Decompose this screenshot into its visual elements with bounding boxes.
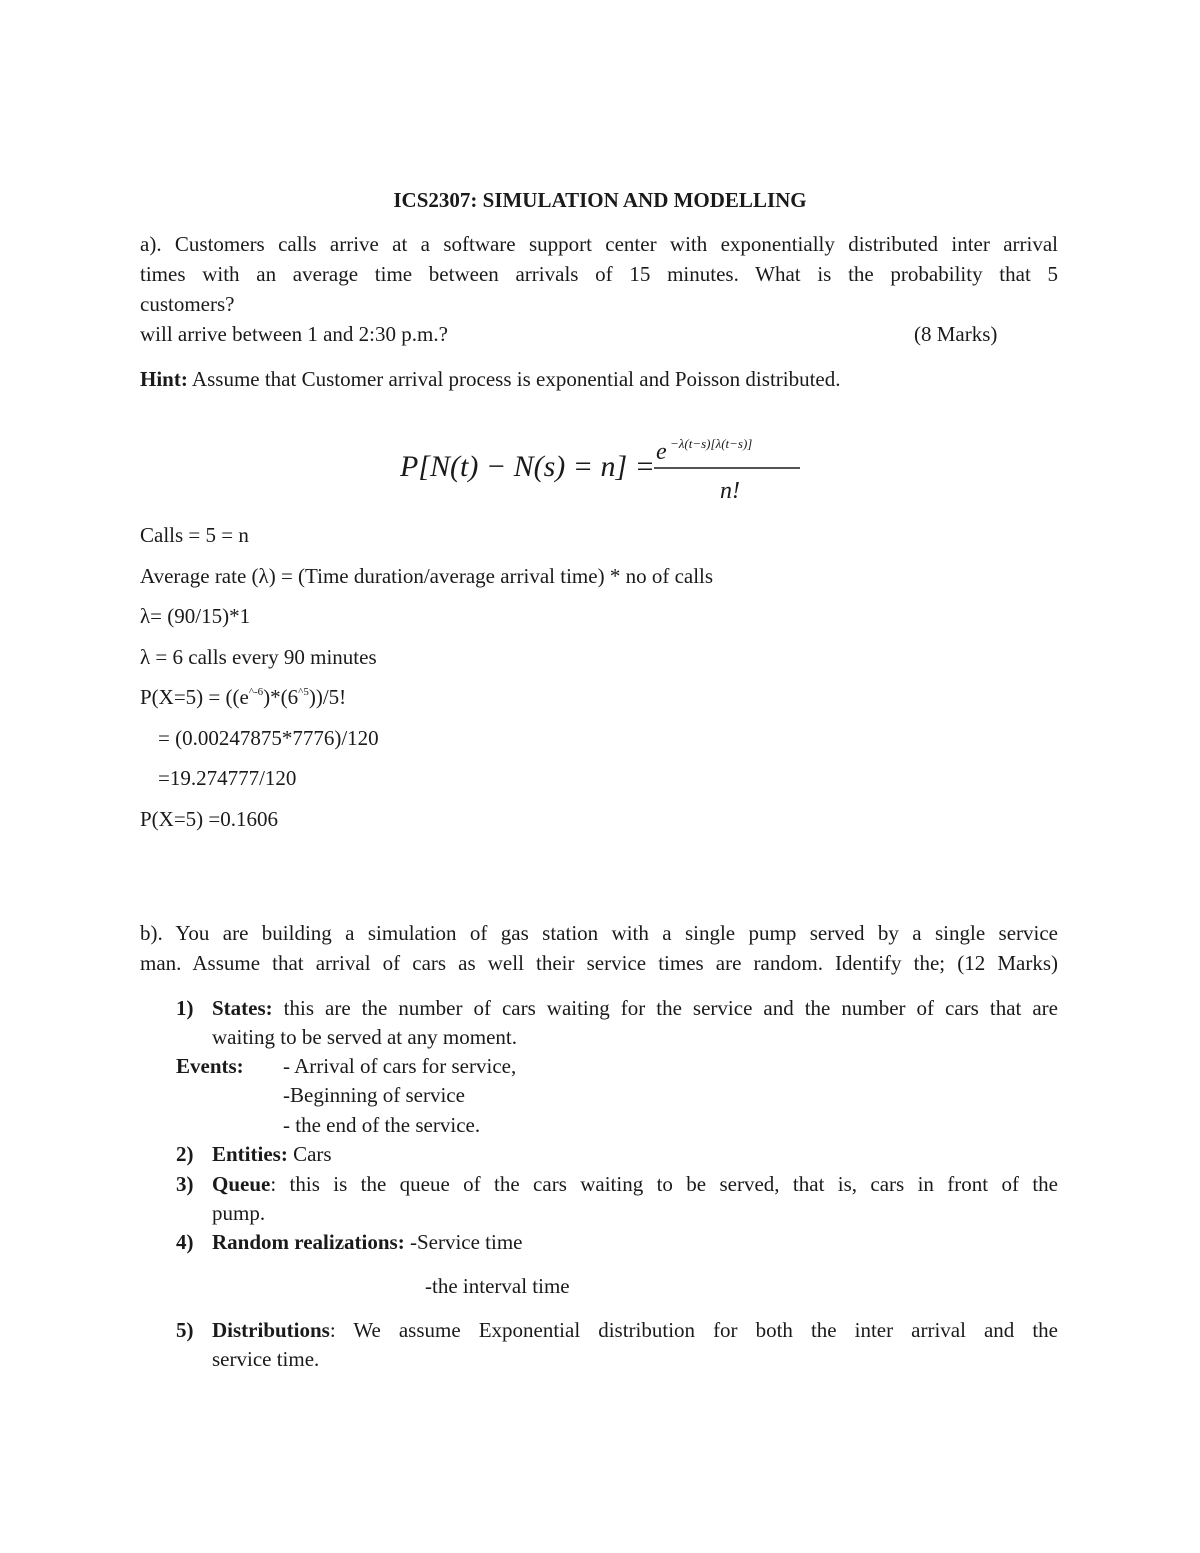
- question-a-line-3: customers?: [140, 292, 235, 316]
- calc-lambda-expr: λ= (90/15)*1: [140, 604, 251, 628]
- event-3: - the end of the service.: [283, 1113, 481, 1137]
- hint-text: Assume that Customer arrival process is exponential and Poisson distributed.: [187, 367, 841, 391]
- hint: [140, 367, 841, 392]
- formula-lhs: P[N(t) − N(s) = n] =: [400, 450, 655, 483]
- item-3-text-cont: pump.: [212, 1201, 266, 1225]
- item-2-label: Entities:: [212, 1142, 288, 1166]
- item-1-label: States:: [212, 996, 273, 1020]
- calc-probability-expr: [140, 685, 346, 710]
- calc-result: P(X=5) =0.1606: [140, 807, 279, 831]
- item-4-text-cont: -the interval time: [425, 1274, 570, 1298]
- calc-step-2: =19.274777/120: [158, 766, 297, 790]
- item-2-number: 2): [176, 1142, 194, 1166]
- calc-step-1: = (0.00247875*7776)/120: [158, 726, 379, 750]
- formula-numerator-exponent: −λ(t−s)[λ(t−s)]: [670, 436, 753, 451]
- calc-lambda-value: λ = 6 calls every 90 minutes: [140, 645, 377, 669]
- item-3-label: Queue: [212, 1172, 271, 1196]
- item-3-text: : this is the queue of the cars waiting to be served, that is, cars in front of the: [270, 1172, 1058, 1196]
- item-4-text: -Service time: [404, 1230, 523, 1254]
- item-5-label: Distributions: [212, 1318, 330, 1342]
- question-a-line-4: will arrive between 1 and 2:30 p.m.?: [140, 322, 448, 346]
- poisson-formula: [400, 428, 810, 500]
- item-5-distributions: [212, 1318, 1058, 1343]
- formula-denominator: n!: [720, 478, 740, 500]
- item-2-entities: [212, 1142, 332, 1167]
- event-2: -Beginning of service: [283, 1083, 465, 1107]
- question-a-line-2: times with an average time between arrivals of 15 minutes. What is the probability that 5: [140, 262, 1058, 286]
- event-1: - Arrival of cars for service,: [283, 1054, 517, 1078]
- p-expr-part-3: ))/5!: [308, 685, 347, 709]
- question-b-line-2: man. Assume that arrival of cars as well their service times are random. Identify the; (12 Marks): [140, 951, 1058, 975]
- item-4-label: Random realizations:: [212, 1230, 405, 1254]
- hint-label: Hint:: [140, 367, 188, 391]
- item-3-queue: [212, 1172, 1058, 1197]
- p-expr-part-2: )*(6: [263, 685, 299, 709]
- calc-average-rate: Average rate (λ) = (Time duration/average arrival time) * no of calls: [140, 564, 714, 588]
- item-1-text-cont: waiting to be served at any moment.: [212, 1025, 518, 1049]
- item-5-text: : We assume Exponential distribution for both the inter arrival and the: [329, 1318, 1058, 1342]
- page-title: ICS2307: SIMULATION AND MODELLING: [393, 188, 807, 212]
- item-4-random-realizations: [212, 1230, 523, 1255]
- item-5-text-cont: service time.: [212, 1347, 320, 1371]
- p-expr-exponent-1: ^-6: [248, 686, 264, 698]
- item-3-number: 3): [176, 1172, 194, 1196]
- item-1-text: this are the number of cars waiting for the service and the number of cars that are: [272, 996, 1058, 1020]
- item-4-number: 4): [176, 1230, 194, 1254]
- question-b-line-1: b). You are building a simulation of gas station with a single pump served by a single service: [140, 921, 1058, 945]
- item-1-number: 1): [176, 996, 194, 1020]
- p-expr-part-1: P(X=5) = ((e: [140, 685, 249, 709]
- item-2-text: Cars: [287, 1142, 332, 1166]
- events-label: Events:: [176, 1054, 244, 1078]
- item-1-states: [212, 996, 1058, 1021]
- formula-numerator-base: e: [656, 439, 667, 465]
- calc-calls: Calls = 5 = n: [140, 523, 249, 547]
- p-expr-exponent-2: ^5: [298, 686, 309, 698]
- question-a-line-1: a). Customers calls arrive at a software support center with exponentially distributed inter arrival: [140, 232, 1058, 256]
- item-5-number: 5): [176, 1318, 194, 1342]
- marks-a: (8 Marks): [914, 322, 998, 346]
